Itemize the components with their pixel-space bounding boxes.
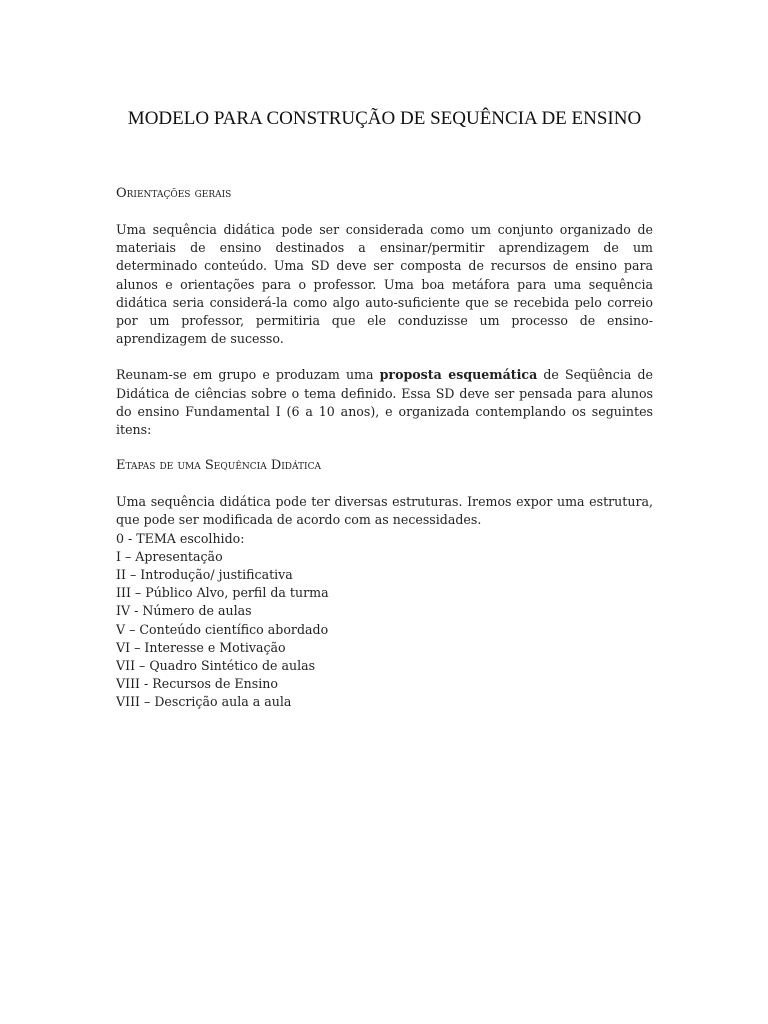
list-item: VII – Quadro Sintético de aulas (116, 658, 316, 674)
list-item: II – Introdução/ justificativa (116, 567, 293, 583)
paragraph-instrucoes (116, 366, 653, 439)
list-item: VIII – Descrição aula a aula (116, 694, 292, 710)
paragraph-instrucoes-part2: de Seqüência de Didática de ciências sobre o tema definido. Essa SD deve ser pensada para alunos do ensino Fundamental I (6 a 10 anos), e organizada contemplando os seguintes itens: (116, 367, 654, 438)
etapas-list (116, 530, 653, 712)
list-item: III – Público Alvo, perfil da turma (116, 585, 329, 601)
paragraph-sequencia-didatica: Uma sequência didática pode ser considerada como um conjunto organizado de materiais de ensino destinados a ensinar/permitir aprendizagem de um determinado conteúdo. Uma SD deve ser composta de recursos de ensino para alunos e orientações para o professor. Uma boa metáfora para uma sequência didática seria considerá-la como algo auto-suficiente que se recebida pelo correio por um professor, permitiria que ele conduzisse um processo de ensino-aprendizagem de sucesso. (116, 222, 653, 347)
paragraph-etapas-intro: Uma sequência didática pode ter diversas estruturas. Iremos expor uma estrutura, que pode ser modificada de acordo com as necessidades. (116, 494, 653, 528)
list-item: V – Conteúdo científico abordado (116, 621, 329, 637)
document-title: MODELO PARA CONSTRUÇÃO DE SEQUÊNCIA DE ENSINO (127, 108, 642, 129)
list-item: VI – Interesse e Motivação (116, 639, 286, 655)
section-heading-orientacoes: Orientações gerais (116, 186, 232, 201)
list-item: 0 - TEMA escolhido: (116, 530, 245, 546)
list-item: IV - Número de aulas (116, 603, 252, 619)
document-page (116, 108, 653, 712)
section-heading-etapas: Etapas de uma Sequência Didática (116, 458, 321, 474)
list-item: VIII - Recursos de Ensino (116, 676, 278, 692)
list-item: I – Apresentação (116, 548, 223, 564)
paragraph-instrucoes-part1: Reunam-se em grupo e produzam uma (116, 367, 380, 383)
paragraph-instrucoes-bold: proposta esquemática (379, 367, 538, 383)
